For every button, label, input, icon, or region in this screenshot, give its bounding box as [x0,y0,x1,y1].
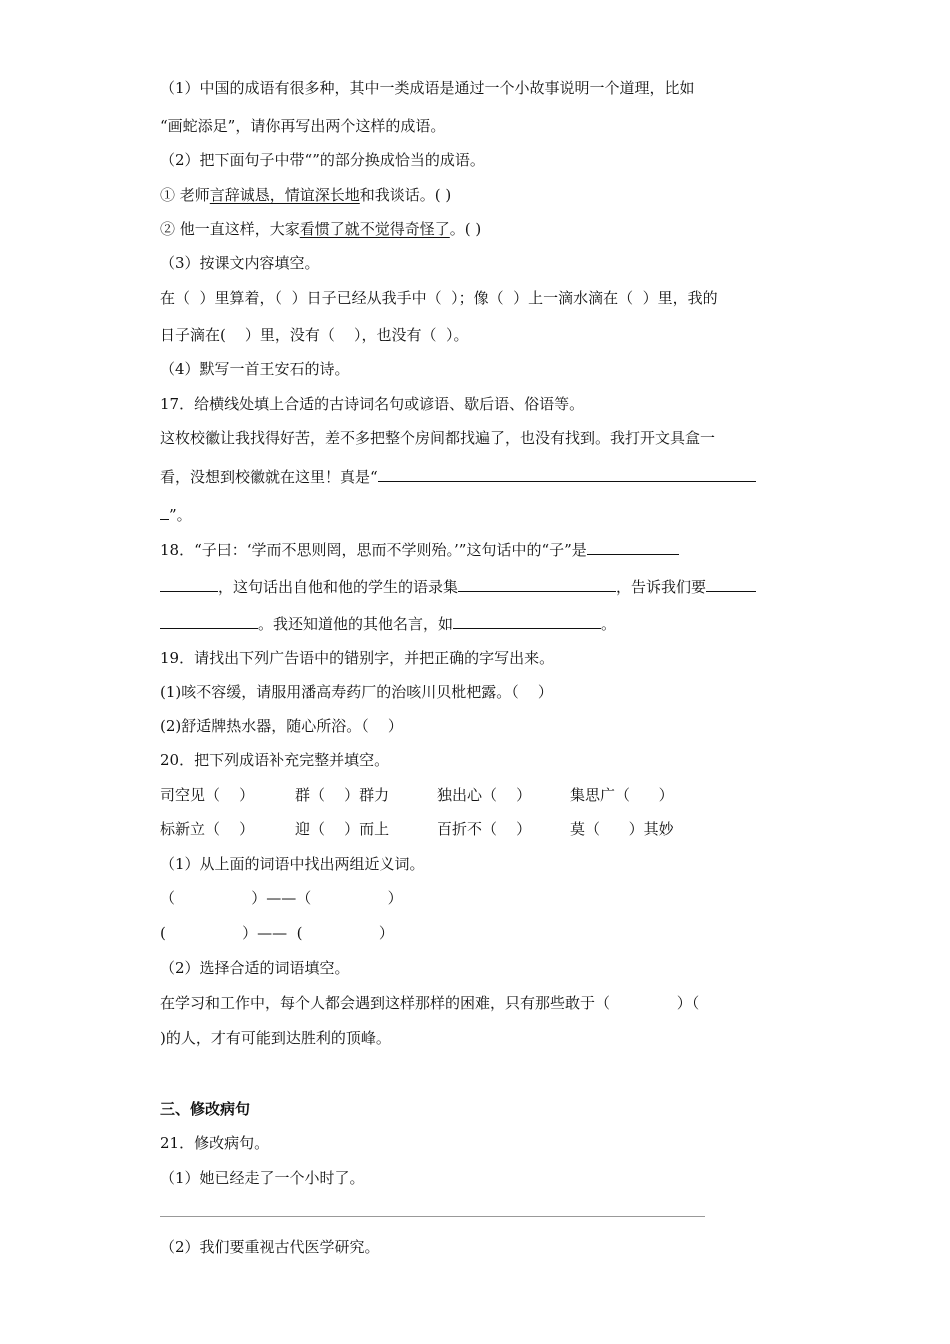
answer-blank[interactable] [458,577,616,592]
question-20: 20．把下列成语补充完整并填空。 [160,751,390,769]
answer-blank[interactable] [453,614,601,629]
fill-line-1: 在（ ）里算着，（ ）日子已经从我手中（ ）；像（ ）上一滴水滴在（ ）里，我的 [160,289,718,307]
question-17-text: 这枚校徽让我找得好苦，差不多把整个房间都找遍了，也没有找到。我打开文具盒一 [160,429,716,447]
question-17-end: ”。 [160,505,192,525]
question-17: 17．给横线处填上合适的古诗词名句或谚语、歇后语、俗语等。 [160,395,585,413]
answer-blank[interactable] [587,540,679,555]
sentence-2: ② 他一直这样，大家看惯了就不觉得奇怪了。( ) [160,220,482,238]
answer-blank[interactable] [160,577,218,592]
idiom-item: 标新立（ ） [160,820,255,838]
synonym-pair-1: （ ）——（ ） [160,889,403,907]
question-19-item2: (2)舒适牌热水器，随心所浴。（ ） [160,717,403,735]
idiom-item: 独出心（ ） [437,786,532,804]
answer-blank[interactable] [160,505,169,520]
idiom-item: 莫（ ）其妙 [570,820,674,838]
idiom-item: 迎（ ）而上 [295,820,390,838]
question-16-part2: （2）把下面句子中带“”的部分换成恰当的成语。 [160,151,485,169]
synonym-pair-2: ( ）—— ( ） [160,924,394,942]
idiom-item: 司空见（ ） [160,786,255,804]
answer-blank[interactable] [706,577,756,592]
question-18: 18．“子曰：‘学而不思则罔，思而不学则殆。’”这句话中的“子”是 [160,540,679,560]
section-heading: 三、修改病句 [160,1100,251,1118]
question-18-cont: ，这句话出自他和他的学生的语录集 ，告诉我们要 [160,577,756,597]
question-18-end: 。我还知道他的其他名言，如 。 [160,614,616,634]
question-17-text-cont: 看，没想到校徽就在这里！真是“ [160,467,756,487]
idiom-item: 群（ ）群力 [295,786,390,804]
question-21-item1: （1）她已经走了一个小时了。 [160,1169,365,1187]
question-16-part1-cont: “画蛇添足”，请你再写出两个这样的成语。 [160,117,446,135]
answer-blank[interactable] [378,467,756,482]
question-20-sub1: （1）从上面的词语中找出两组近义词。 [160,855,425,873]
question-20-fill: 在学习和工作中，每个人都会遇到这样那样的困难，只有那些敢于（ ）（ [160,994,700,1012]
idiom-item: 百折不（ ） [437,820,532,838]
idiom-item: 集思广（ ） [570,786,674,804]
question-16-part1: （1）中国的成语有很多种，其中一类成语是通过一个小故事说明一个道理，比如 [160,79,695,97]
question-20-fill-cont: )的人，才有可能到达胜利的顶峰。 [160,1029,391,1047]
question-16-part4: （4）默写一首王安石的诗。 [160,360,350,378]
question-21-item2: （2）我们要重视古代医学研究。 [160,1238,380,1256]
answer-blank[interactable] [160,614,258,629]
question-20-sub2: （2）选择合适的词语填空。 [160,959,350,977]
question-16-part3: （3）按课文内容填空。 [160,254,320,272]
question-19: 19．请找出下列广告语中的错别字，并把正确的字写出来。 [160,649,555,667]
fill-line-2: 日子滴在( ）里，没有（ ），也没有（ ）。 [160,326,469,344]
question-21: 21．修改病句。 [160,1134,270,1152]
sentence-1: ① 老师言辞诚恳，情谊深长地和我谈话。( ) [160,186,452,204]
question-19-item1: (1)咳不容缓，请服用潘高寿药厂的治咳川贝枇杷露。（ ） [160,683,553,701]
answer-line[interactable] [160,1216,705,1217]
